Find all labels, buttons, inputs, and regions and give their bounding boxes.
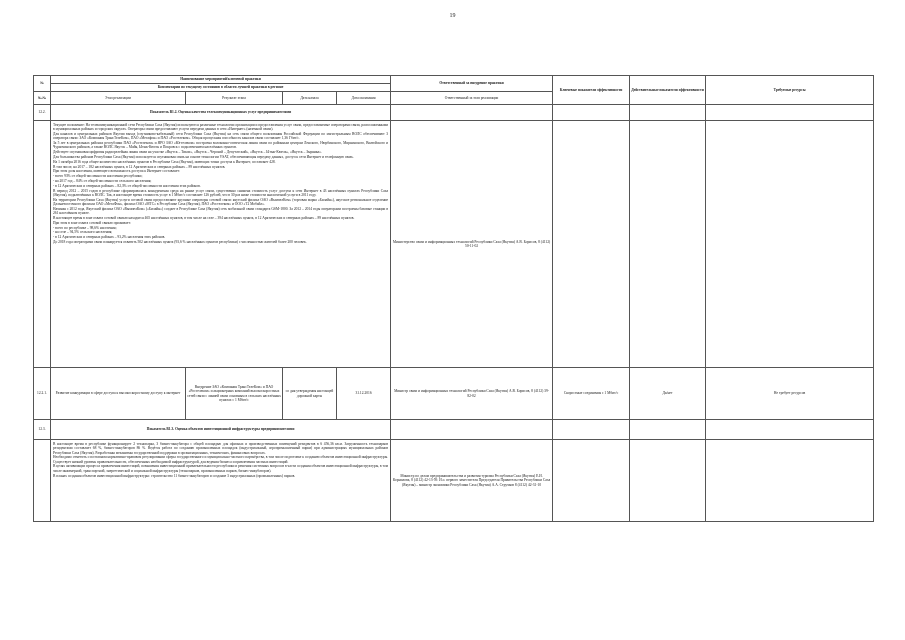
header-stage-name: Этап реализации	[51, 92, 186, 105]
header-num-pp: №.№	[34, 92, 51, 105]
section-2-title: Показатель В1.3. Оценка объектов инвестиционной инфраструктуры предпринимателями	[51, 420, 391, 440]
header-resources: Требуемые ресурсы	[706, 76, 874, 105]
header-event-name: Наименование мероприятий/ключевой практики	[51, 76, 391, 84]
section-2-responsible: Министр по делам предпринимательства и развития туризма Республики Саха (Якутия) Е.И. Корнилова, 8 (4112) 42-13-59. И.о. первого заместителя Председателя Правительства Республики Саха (Якутия) – министр экономики Республики Саха (Якутия) А.А. Стручков 8 (4112) 42-31-10	[391, 440, 553, 522]
roadmap-table	[33, 75, 874, 522]
section-1-responsible: Министерство связи и информационных технологий Республики Саха (Якутия) А.В. Борисов, 8 (4112) 50-11-02	[391, 121, 553, 368]
section-1-commentary: Текущее положение: На телекоммуникационной сети Республики Саха (Якутия) используются различные технологии организации и предоставления услуг связи, предоставляемые операторами связи, расположенными в муниципальных районах и городских округах. Операторы связи предоставляют услуги передачи данных в сети «Интернет» (наземной связи). Для каналов и центральных районов Якутии выход (спутниково-кабельный) сети Республики Саха (Якутия) на сеть связи общего пользования Российской Федерации по магистральным ВОЛС обеспечивают 3 оператора связи: ЗАО «Компания ТрансТелеКом», ПАО «Мегафон» и ПАО «Ростелеком». Общая пропускная способность каналов связи составляет 1,36 Гбит/с. За 5 лет в центральных районах республики ПАО «Ростелеком» и ЯРО ЗАО «Югтелеком» построена волоконно-оптическая линия связи по районным центрам Ленского, Нюрбинского, Мирнинского, Вилюйского и Чурапчинского районов, а также ВОЛС Якутск – Майя, Ытык-Кюель и Покровск с подключением населённых пунктов. Действует спутниковая цифровая радиорелейная линия связи на участке «Якутск – Тикси», «Якутск – Черский – Депутатский», «Якутск – Ытык-Кюель», «Якутск – Зырянка». Для большинства районов Республики Саха (Якутия) используется спутниковая связь на основе технологии VSAT, обеспечивающая передачу данных, доступ к сети Интернет и телефонную связь. На 1 октября 2016 года общее количество населённых пунктов в Республике Саха (Якутия), имеющих точки доступа к Интернет, составляет 428. В том числе, на 2017 – 182 населённых пункта, в 12 Арктических и северных районах – 89 населённых пунктов. При этом доля населения, имеющего возможность доступа к Интернет составляет: - всего 93% от общей численности населения республики; - на 2017 год – 84% от общей численности сельского населения; - в 12 Арктических и северных районах – 82,3% от общей численности населения этих районов. В период 2012 – 2015 годов в республике сформировалась конкурентная среда на рынке услуг связи, существенно снижена стоимость услуг доступа к сети Интернет в 43 населённых пунктах Республики Саха (Якутия), подключённых к ВОЛС. Так, в настоящее время стоимость услуг в 1 Мбит/с составляет 126 рублей, что в 30 раз ниже стоимости аналогичной услуги в 2011 году. На территории Республики Саха (Якутия) услуги сотовой связи предоставляют крупные операторы сотовой связи: якутский филиал ОАО «ВымпелКом» (торговая марка «Билайн»), якутское региональное отделение Дальневосточного филиала ОАО «МегаФон», филиал ОАО «МТС» в Республике Саха (Якутия), ПАО «Ростелеком» и ООО «Т2 Мобайл». Начиная с 2012 года, Якутский филиал ОАО «ВымпелКом» («Билайн») создает в Республике Саха (Якутия) сеть мобильной связи стандарта GSM-1800. За 2012 – 2014 годы операторами построены базовые станции в 261 населённом пункте. В настоящее время в зоне охвата сотовой связью находятся 465 населённых пунктов, в том числе на селе – 394 населённых пункта, в 12 Арктических и северных районах – 89 населённых пунктов. При этом в зоне охвата сотовой связью проживает: - всего по республике – 98,6% населения; - на селе – 94,5% сельского населения; - в 12 Арктических и северных районах – 93,2% населения этих районов. До 2018 года операторами связи планируется охватить 502 населённых пункта (93,6 % населённых пунктов республики) с численностью жителей более 200 человек.	[51, 121, 391, 368]
header-responsible: Ответственный за внедрение практики	[391, 76, 553, 92]
row-12-2-1-stage-result: Внедрение ЗАО «Компания ТрансТелеКом» и ПАО «Ростелеком» и акционерных компаний высокоскоростных сетей связи с линией связи основным в сельских населённых пунктах с 1 Мбит/с	[186, 368, 283, 420]
header-date-end: Дата окончания	[337, 92, 391, 105]
section-2-commentary: В настоящее время в республике функционирует 2 технопарка, 3 бизнес-инкубатора с общей площадью для офисных и производственных помещений резидентов в 6 456,36 кв.м. Загруженность технопарков резидентами составляет 68 %, бизнес-инкубаторов 86 %. Ведётся работа по созданию промышленных площадок (индустриальный, агропромышленный парки) при администрациях муниципальных районов Республики Саха (Якутия). Разработаны механизмы государственной поддержки в организационных, технических, финансовых вопросах. Необходимо отметить о поэтапном нормативно-правовом регулировании сферы государственного и муниципально-частного партнёрства, в том числе подготовке к созданию объектов инвестиционной инфраструктуры. Существует низкий уровень привлекательности, обеспеченных необходимой инфраструктурой, для ведения бизнеса и привлечения частных инвестиций. В целях активизации процесса привлечения инвестиций, повышения инвестиционной привлекательности республики и решения системных вопросов в части создания объектов инвестиционной инфраструктуры, в том числе инженерной, транспортной, энергетической и социальной инфраструктуры (технопарков, промышленных парков, бизнес-инкубаторов). В планах создания объектов инвестиционной инфраструктуры: строительство 11 бизнес-инкубаторов и создание 3 индустриальных (промышленных) парков.	[51, 440, 391, 522]
header-key-indicator: Ключевые показатели эффективности	[553, 76, 630, 105]
header-num: №	[34, 76, 51, 92]
row-12-2-1-num: 12.2.1.	[34, 368, 51, 420]
section-1-title: Показатель В1.2. Оценка качества телекоммуникационных услуг предпринимателями	[51, 105, 391, 121]
header-stage-result: Результат этапа	[186, 92, 283, 105]
header-responsible-stage: Ответственный за этап реализации	[391, 92, 553, 105]
row-12-2-1-actual-indicator: Да/нет	[630, 368, 706, 420]
header-date-start: Дата начала	[283, 92, 337, 105]
row-12-2-1-date-end: 31.12.2016	[337, 368, 391, 420]
row-12-2-1-resources: Не требует ресурсов	[706, 368, 874, 420]
row-12-2-1-stage-name: Развитие конкуренции в сфере доступа к высокоскоростному доступу к интернет	[51, 368, 186, 420]
page-number: 19	[449, 13, 456, 19]
row-12-2-1-key-indicator: Скоростные соединения с 1 Мбит/с	[553, 368, 630, 420]
section-2-num: 12.3.	[34, 420, 51, 440]
row-12-2-1-responsible: Министр связи и информационных технологий Республики Саха (Якутия) А.В. Борисов, 8 (4112) 39-82-02	[391, 368, 553, 420]
section-1-num: 12.2.	[34, 105, 51, 121]
header-commentary: Комментарии по текущему состоянию в области лучшей практики в регионе	[51, 84, 391, 92]
row-12-2-1-date-start: со дня утверждения настоящей дорожной карты	[283, 368, 337, 420]
header-actual-indicator: Действительные показатели эффективности	[630, 76, 706, 105]
